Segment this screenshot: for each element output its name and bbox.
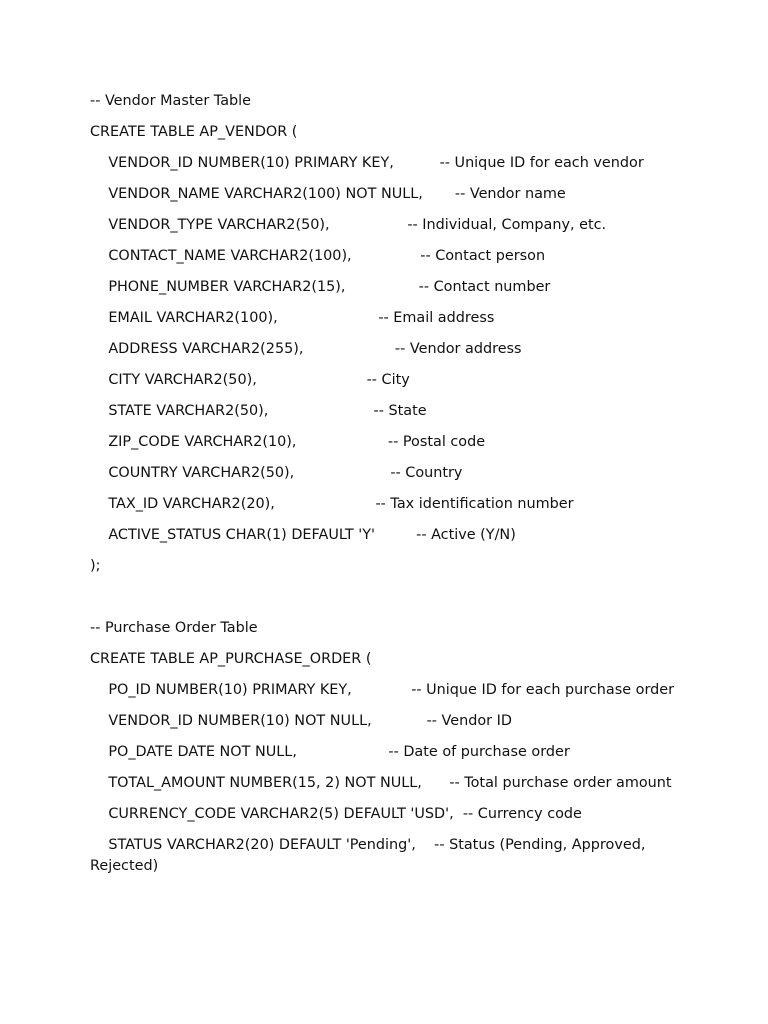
column-tax-id: TAX_ID VARCHAR2(20), -- Tax identification number [90, 496, 574, 512]
column-currency-code: CURRENCY_CODE VARCHAR2(5) DEFAULT 'USD', -- Currency code [90, 806, 582, 822]
column-vendor-id: VENDOR_ID NUMBER(10) PRIMARY KEY, -- Unique ID for each vendor [90, 155, 644, 171]
column-country: COUNTRY VARCHAR2(50), -- Country [90, 465, 463, 481]
column-phone-number: PHONE_NUMBER VARCHAR2(15), -- Contact number [90, 279, 551, 295]
column-contact-name: CONTACT_NAME VARCHAR2(100), -- Contact person [90, 248, 546, 264]
column-po-id: PO_ID NUMBER(10) PRIMARY KEY, -- Unique ID for each purchase order [90, 682, 675, 698]
column-vendor-name: VENDOR_NAME VARCHAR2(100) NOT NULL, -- Vendor name [90, 186, 566, 202]
column-state: STATE VARCHAR2(50), -- State [90, 403, 427, 419]
comment-vendor-master-table: -- Vendor Master Table [90, 93, 252, 109]
column-po-date: PO_DATE DATE NOT NULL, -- Date of purchase order [90, 744, 570, 760]
column-email: EMAIL VARCHAR2(100), -- Email address [90, 310, 495, 326]
closing-ap-vendor: ); [90, 558, 101, 574]
column-active-status: ACTIVE_STATUS CHAR(1) DEFAULT 'Y' -- Active (Y/N) [90, 527, 516, 543]
column-status: STATUS VARCHAR2(20) DEFAULT 'Pending', -- Status (Pending, Approved, Rejected) [90, 837, 650, 874]
sql-text-body [90, 91, 680, 887]
blank-line [90, 587, 680, 608]
column-zip-code: ZIP_CODE VARCHAR2(10), -- Postal code [90, 434, 486, 450]
column-total-amount: TOTAL_AMOUNT NUMBER(15, 2) NOT NULL, -- Total purchase order amount [90, 775, 672, 791]
column-address: ADDRESS VARCHAR2(255), -- Vendor address [90, 341, 522, 357]
comment-purchase-order-table: -- Purchase Order Table [90, 620, 258, 636]
create-table-ap-purchase-order: CREATE TABLE AP_PURCHASE_ORDER ( [90, 651, 372, 667]
create-table-ap-vendor: CREATE TABLE AP_VENDOR ( [90, 124, 298, 140]
column-vendor-type: VENDOR_TYPE VARCHAR2(50), -- Individual, Company, etc. [90, 217, 607, 233]
column-po-vendor-id: VENDOR_ID NUMBER(10) NOT NULL, -- Vendor ID [90, 713, 512, 729]
column-city: CITY VARCHAR2(50), -- City [90, 372, 410, 388]
